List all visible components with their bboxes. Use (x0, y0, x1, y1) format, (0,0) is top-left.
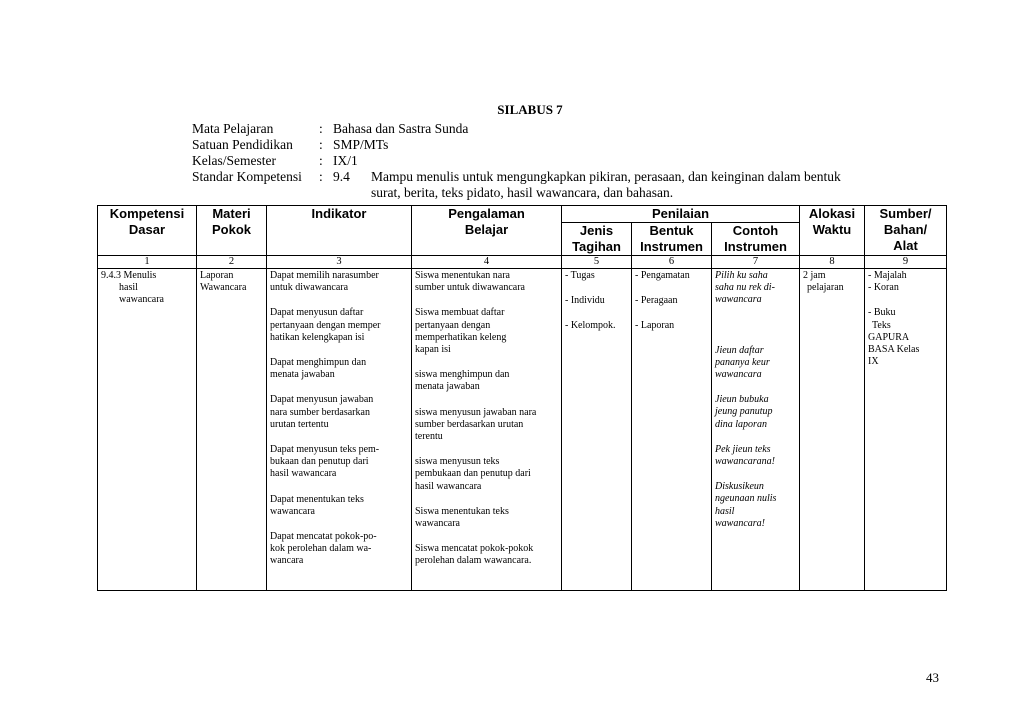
meta-value: Bahasa dan Sastra Sunda (333, 121, 469, 136)
syllabus-table (97, 205, 947, 591)
header-sumber: Sumber/ Bahan/ Alat (865, 206, 947, 256)
meta-value (333, 169, 841, 185)
meta-colon: : (319, 137, 323, 152)
cell-sumber: - Majalah - Koran - Buku Teks GAPURA BASA Kelas IX (865, 269, 947, 591)
column-number-row (98, 256, 947, 269)
standar-kompetensi-continuation: surat, berita, teks pidato, hasil wawancara, dan bahasan. (371, 185, 674, 200)
document-title: SILABUS 7 (497, 102, 563, 117)
meta-row-mata-pelajaran (192, 121, 841, 137)
column-number: 2 (197, 256, 267, 269)
meta-label: Satuan Pendidikan (192, 137, 293, 152)
cell-jenis-tagihan: - Tugas - Individu - Kelompok. (562, 269, 632, 591)
cell-kompetensi-dasar: 9.4.3 Menulis hasil wawancara (98, 269, 197, 591)
column-number: 4 (412, 256, 562, 269)
standar-kompetensi-code: 9.4 (333, 169, 350, 184)
cell-indikator: Dapat memilih narasumber untuk diwawancara Dapat menyusun daftar pertanyaan dengan memper hatikan kelengkapan isi Dapat menghimpun dan menata jawaban Dapat menyusun jawaban nara sumber berdasarkan urutan tertentu Dapat menyusun teks pem- bukaan dan penutup dari hasil wawancara Dapat menentukan teks wawancara Dapat mencatat pokok-po- kok perolehan dalam wa- wancara (267, 269, 412, 591)
header-alokasi-waktu: Alokasi Waktu (800, 206, 865, 256)
header-kompetensi-dasar: Kompetensi Dasar (98, 206, 197, 256)
meta-row-kelas-semester (192, 153, 841, 169)
meta-row-standar-kompetensi (192, 169, 841, 185)
column-number: 5 (562, 256, 632, 269)
standar-kompetensi-text: Mampu menulis untuk mengungkapkan pikiran, perasaan, dan keinginan dalam bentuk (371, 169, 841, 184)
page-number: 43 (926, 670, 939, 685)
column-number: 7 (712, 256, 800, 269)
meta-value: SMP/MTs (333, 137, 389, 152)
column-number: 6 (632, 256, 712, 269)
header-row-1 (98, 206, 947, 223)
header-indikator: Indikator (267, 206, 412, 256)
column-number: 8 (800, 256, 865, 269)
cell-materi-pokok: Laporan Wawancara (197, 269, 267, 591)
column-number: 3 (267, 256, 412, 269)
header-jenis-tagihan: Jenis Tagihan (562, 223, 632, 256)
header-contoh-instrumen: Contoh Instrumen (712, 223, 800, 256)
meta-label: Standar Kompetensi (192, 169, 302, 184)
header-materi-pokok: Materi Pokok (197, 206, 267, 256)
column-number: 9 (865, 256, 947, 269)
cell-bentuk-instrumen: - Pengamatan - Peragaan - Laporan (632, 269, 712, 591)
cell-contoh-instrumen: Pilih ku saha saha nu rek di- wawancara Jieun daftar pananya keur wawancara Jieun bubuka jeung panutup dina laporan Pek jieun teks wawancarana! Diskusikeun ngeunaan nulis hasil wawancara! (712, 269, 800, 591)
table-row (98, 269, 947, 591)
syllabus-meta (192, 121, 841, 201)
column-number: 1 (98, 256, 197, 269)
header-bentuk-instrumen: Bentuk Instrumen (632, 223, 712, 256)
header-penilaian: Penilaian (562, 206, 800, 223)
meta-colon: : (319, 153, 323, 168)
meta-colon: : (319, 121, 323, 136)
header-pengalaman-belajar: Pengalaman Belajar (412, 206, 562, 256)
meta-label: Kelas/Semester (192, 153, 276, 168)
meta-row-satuan-pendidikan (192, 137, 841, 153)
cell-pengalaman-belajar: Siswa menentukan nara sumber untuk diwawancara Siswa membuat daftar pertanyaan dengan memperhatikan keleng kapan isi siswa menghimpun dan menata jawaban siswa menyusun jawaban nara sumber berdasarkan urutan terentu siswa menyusun teks pembukaan dan penutup dari hasil wawancara Siswa menentukan teks wawancara Siswa mencatat pokok-pokok perolehan dalam wawancara. (412, 269, 562, 591)
meta-colon: : (319, 169, 323, 184)
meta-label: Mata Pelajaran (192, 121, 274, 136)
meta-value: IX/1 (333, 153, 358, 168)
cell-alokasi-waktu: 2 jam pelajaran (800, 269, 865, 591)
